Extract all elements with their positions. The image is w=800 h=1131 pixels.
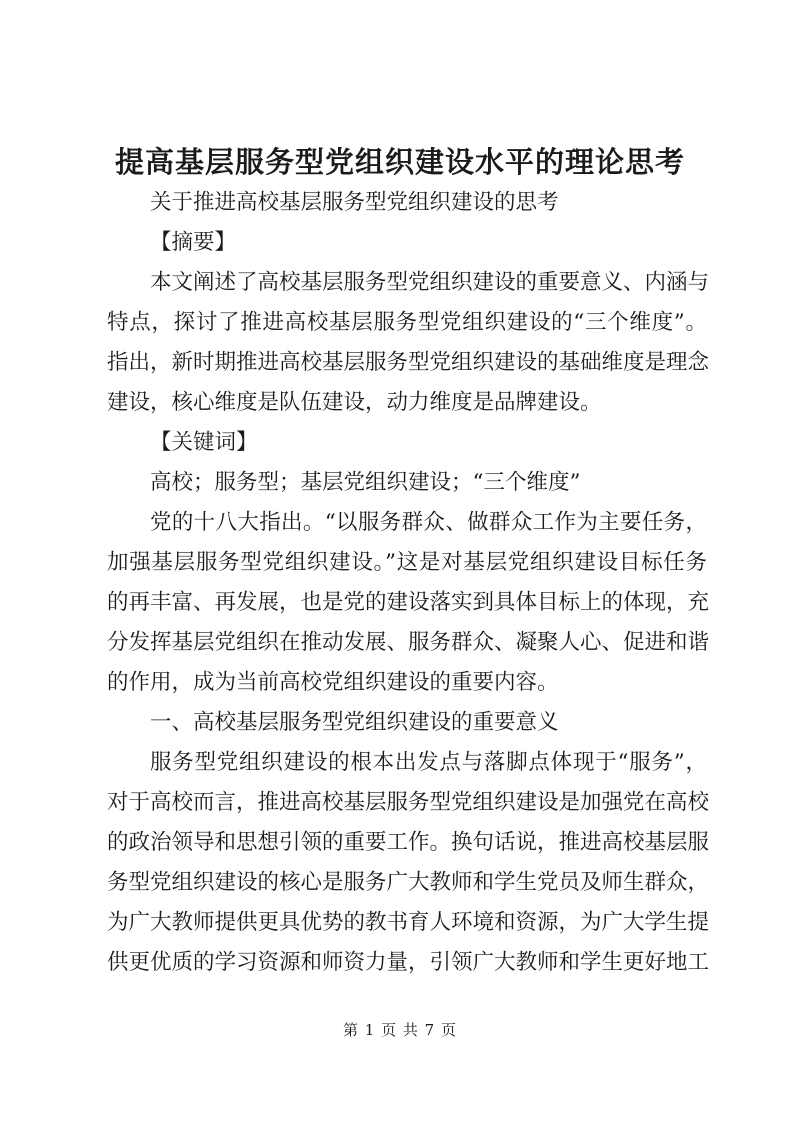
page-number-footer: 第 1 页 共 7 页 (343, 1021, 457, 1039)
abstract-line: 建设，核心维度是队伍建设，动力维度是品牌建设。 (107, 390, 602, 415)
paragraph-2 (107, 743, 710, 983)
keywords-heading: 【关键词】 (150, 430, 258, 455)
paragraph-line: 加强基层服务型党组织建设。”这是对基层党组织建设目标任务 (107, 550, 707, 575)
abstract-paragraph (107, 263, 710, 423)
subtitle: 关于推进高校基层服务型党组织建设的思考 (150, 190, 559, 215)
paragraph-1 (107, 503, 710, 703)
paragraph-line: 党的十八大指出。“以服务群众、做群众工作为主要任务， (150, 510, 707, 535)
paragraph-line: 的作用，成为当前高校党组织建设的重要内容。 (107, 670, 559, 695)
paragraph-line: 为广大教师提供更具优势的教书育人环境和资源，为广大学生提 (107, 910, 710, 935)
abstract-line: 本文阐述了高校基层服务型党组织建设的重要意义、内涵与 (150, 270, 710, 295)
paragraph-line: 的再丰富、再发展，也是党的建设落实到具体目标上的体现，充 (107, 590, 710, 615)
section-heading: 一、高校基层服务型党组织建设的重要意义 (150, 710, 559, 735)
document-body (107, 183, 710, 983)
paragraph-line: 务型党组织建设的核心是服务广大教师和学生党员及师生群众， (107, 870, 710, 895)
abstract-line: 特点，探讨了推进高校基层服务型党组织建设的“三个维度”。 (107, 310, 707, 335)
keywords: 高校；服务型；基层党组织建设；“三个维度” (150, 470, 581, 495)
paragraph-line: 供更优质的学习资源和师资力量，引领广大教师和学生更好地工 (107, 950, 710, 975)
abstract-line: 指出，新时期推进高校基层服务型党组织建设的基础维度是理念 (107, 350, 710, 375)
abstract-heading: 【摘要】 (150, 230, 237, 255)
document-title: 提高基层服务型党组织建设水平的理论思考 (114, 145, 685, 179)
paragraph-line: 服务型党组织建设的根本出发点与落脚点体现于“服务”， (150, 750, 707, 775)
paragraph-line: 的政治领导和思想引领的重要工作。换句话说，推进高校基层服 (107, 830, 710, 855)
paragraph-line: 对于高校而言，推进高校基层服务型党组织建设是加强党在高校 (107, 790, 710, 815)
paragraph-line: 分发挥基层党组织在推动发展、服务群众、凝聚人心、促进和谐 (107, 630, 710, 655)
